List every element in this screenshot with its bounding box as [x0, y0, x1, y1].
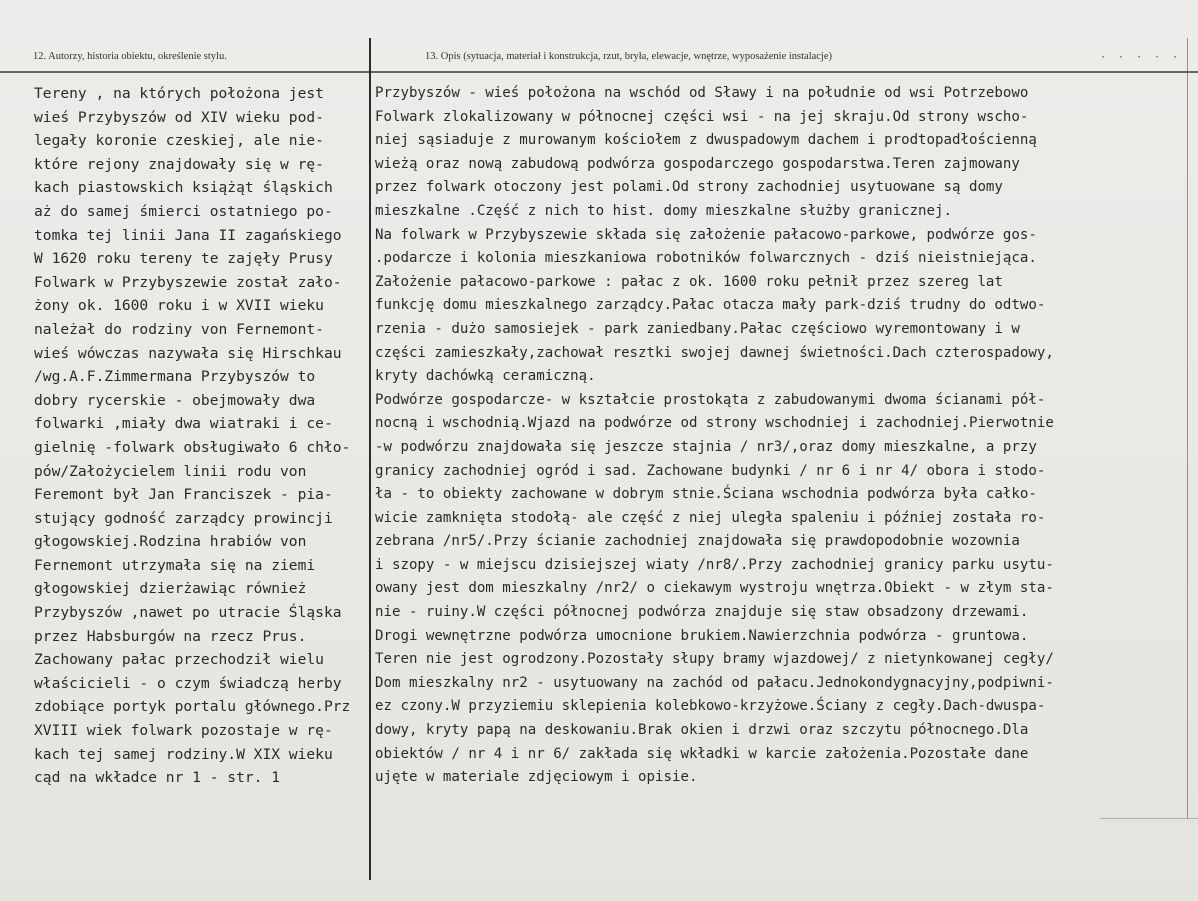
right-text-line: Teren nie jest ogrodzony.Pozostały słupy bramy wjazdowej/ z nietynkowanej cegły/: [375, 651, 1054, 668]
left-text-line: przez Habsburgów na rzecz Prus.: [34, 627, 307, 645]
left-text-line: XVIII wiek folwark pozostaje w rę-: [34, 722, 333, 740]
right-text-line: mieszkalne .Część z nich to hist. domy mieszkalne służby granicznej.: [375, 202, 952, 219]
left-text-line: wieś wówczas nazywała się Hirschkau: [34, 344, 342, 362]
left-text-line: legały koronie czeskiej, ale nie-: [34, 132, 324, 150]
right-text-line: przez folwark otoczony jest polami.Od strony zachodniej usytuowane są domy: [375, 179, 1003, 196]
left-text-line: tomka tej linii Jana II zagańskiego: [34, 226, 342, 244]
right-text-line: kryty dachówką ceramiczną.: [375, 368, 596, 385]
left-text-line: głogowskiej.Rodzina hrabiów von: [34, 533, 307, 551]
right-text-line: niej sąsiaduje z murowanym kościołem z dwuspadowym dachem i prodtopadłościenną: [375, 132, 1037, 149]
left-text-line: dobry rycerskie - obejmowały dwa: [34, 391, 316, 409]
left-column-text: [34, 82, 368, 790]
left-text-line: żony ok. 1600 roku i w XVII wieku: [34, 297, 324, 315]
right-text-line: wicie zamknięta stodołą- ale część z niej uległa spaleniu i później została ro-: [375, 509, 1046, 526]
left-text-line: Zachowany pałac przechodził wielu: [34, 651, 324, 669]
right-text-line: wieżą oraz nową zabudową podwórza gospodarczego gospodarstwa.Teren zajmowany: [375, 155, 1020, 172]
right-text-line: Dom mieszkalny nr2 - usytuowany na zachód od pałacu.Jednokondygnacyjny,podpiwni-: [375, 674, 1054, 691]
right-text-line: nocną i wschodnią.Wjazd na podwórze od strony wschodniej i zachodniej.Pierwotnie: [375, 415, 1054, 432]
header-dots: · · · · ·: [1100, 52, 1182, 63]
right-text-line: Na folwark w Przybyszewie składa się założenie pałacowo-parkowe, podwórze gos-: [375, 226, 1037, 243]
right-text-line: owany jest dom mieszkalny /nr2/ o ciekawym wystroju wnętrza.Obiekt - w złym sta-: [375, 580, 1054, 597]
left-text-line: kach tej samej rodziny.W XIX wieku: [34, 745, 333, 763]
left-text-line: Tereny , na których położona jest: [34, 85, 324, 102]
right-text-line: Podwórze gospodarcze- w kształcie prostokąta z zabudowanymi dwoma ścianami pół-: [375, 391, 1046, 408]
left-text-line: stujący godność zarządcy prowincji: [34, 509, 333, 527]
left-text-line: aż do samej śmierci ostatniego po-: [34, 202, 333, 220]
right-text-line: rzenia - dużo samosiejek - park zaniedbany.Pałac częściowo wyremontowany i w: [375, 320, 1020, 337]
right-text-line: funkcję domu mieszkalnego zarządcy.Pałac otacza mały park-dziś trudny do odtwo-: [375, 297, 1046, 314]
left-text-line: W 1620 roku tereny te zajęły Prusy: [34, 250, 333, 268]
right-margin-line: [1187, 38, 1188, 818]
right-text-line: -w podwórzu znajdowała się jeszcze stajnia / nr3/,oraz domy mieszkalne, a przy: [375, 438, 1037, 455]
right-text-line: zebrana /nr5/.Przy ścianie zachodniej znajdowała się prawdopodobnie wozownia: [375, 533, 1020, 550]
right-text-line: Przybyszów - wieś położona na wschód od Sławy i na południe od wsi Potrzebowo: [375, 85, 1029, 101]
header-divider: [0, 71, 1198, 73]
right-text-line: Folwark zlokalizowany w północnej części wsi - na jej skraju.Od strony wscho-: [375, 108, 1029, 125]
right-column-header: 13. Opis (sytuacja, materiał i konstrukcja, rzut, bryła, elewacje, wnętrze, wyposażenie instalacje): [425, 51, 833, 62]
left-text-line: kach piastowskich książąt śląskich: [34, 179, 333, 197]
left-text-line: cąd na wkładce nr 1 - str. 1: [34, 769, 281, 787]
left-text-line: Feremont był Jan Franciszek - pia-: [34, 486, 333, 504]
left-text-line: wieś Przybyszów od XIV wieku pod-: [34, 108, 324, 126]
right-text-line: Drogi wewnętrzne podwórza umocnione brukiem.Nawierzchnia podwórza - gruntowa.: [375, 627, 1029, 644]
right-column-text: [375, 82, 1187, 790]
right-text-line: .podarcze i kolonia mieszkaniowa robotników folwarcznych - dziś nieistniejąca.: [375, 250, 1037, 267]
column-divider: [369, 38, 371, 880]
left-text-line: pów/Założycielem linii rodu von: [34, 462, 307, 480]
left-text-line: /wg.A.F.Zimmermana Przybyszów to: [34, 368, 316, 386]
left-text-line: właścicieli - o czym świadczą herby: [34, 674, 342, 692]
right-text-line: dowy, kryty papą na deskowaniu.Brak okien i drzwi oraz szczytu północnego.Dla: [375, 722, 1029, 739]
left-text-line: Folwark w Przybyszewie został zało-: [34, 273, 342, 291]
bottom-edge-line: [1100, 818, 1198, 819]
left-column-header: 12. Autorzy, historia obiektu, określenie stylu.: [33, 51, 227, 62]
left-text-line: głogowskiej dzierżawiąc również: [34, 580, 307, 598]
left-text-line: Fernemont utrzymała się na ziemi: [34, 556, 316, 574]
right-text-line: i szopy - w miejscu dzisiejszej wiaty /nr8/.Przy zachodniej granicy parku usytu-: [375, 556, 1054, 573]
right-text-line: części zamieszkały,zachował resztki swojej dawnej świetności.Dach czterospadowy,: [375, 344, 1054, 361]
left-text-line: folwarki ,miały dwa wiatraki i ce-: [34, 415, 333, 433]
right-text-line: ez czony.W przyziemiu sklepienia kolebkowo-krzyżowe.Ściany z cegły.Dach-dwuspa-: [375, 698, 1046, 715]
left-text-line: należał do rodziny von Fernemont-: [34, 320, 324, 338]
left-text-line: które rejony znajdowały się w rę-: [34, 155, 324, 173]
left-text-line: gielnię -folwark obsługiwało 6 chło-: [34, 438, 351, 456]
right-text-line: granicy zachodniej ogród i sad. Zachowane budynki / nr 6 i nr 4/ obora i stodo-: [375, 462, 1046, 479]
right-text-line: ła - to obiekty zachowane w dobrym stnie.Ściana wschodnia podwórza była całko-: [375, 486, 1037, 503]
left-text-line: zdobiące portyk portalu głównego.Prz: [34, 698, 351, 716]
left-text-line: Przybyszów ,nawet po utracie Śląska: [34, 604, 342, 622]
right-text-line: ujęte w materiale zdjęciowym i opisie.: [375, 769, 698, 786]
right-text-line: obiektów / nr 4 i nr 6/ zakłada się wkładki w karcie założenia.Pozostałe dane: [375, 745, 1029, 762]
right-text-line: nie - ruiny.W części północnej podwórza znajduje się staw obsadzony drzewami.: [375, 604, 1029, 621]
right-text-line: Założenie pałacowo-parkowe : pałac z ok. 1600 roku pełnił przez szereg lat: [375, 273, 1003, 290]
